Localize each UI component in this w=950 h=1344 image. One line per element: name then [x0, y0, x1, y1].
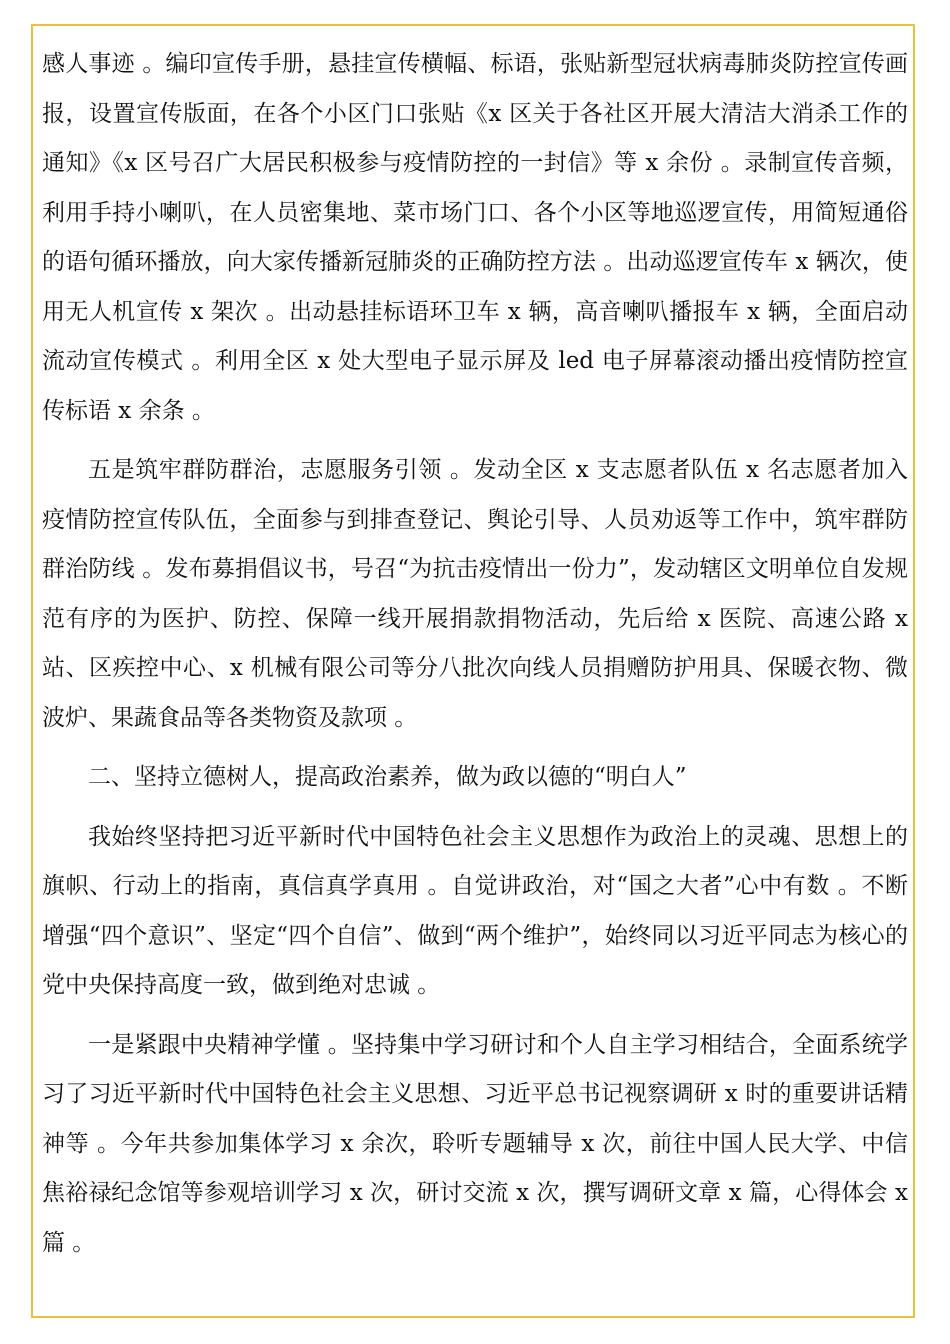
paragraph-volunteer-service: 五是筑牢群防群治，志愿服务引领 。发动全区 x 支志愿者队伍 x 名志愿者加入疫情防控宣传队伍，全面参与到排查登记、舆论引导、人员劝返等工作中，筑牢群防群治防线 。发布募捐倡议书，号召“为抗击疫情出一份力”，发动辖区文明单位自发规范有序的为医护、防控、保障一线开展捐款捐物活动，先后给 x 医院、高速公路 x 站、区疾控中心、x 机械有限公司等分八批次向线人员捐赠防护用具、保暖衣物、微波炉、果蔬食品等各类物资及款项 。	[42, 457, 908, 731]
paragraph-central-spirit-study: 一是紧跟中央精神学懂 。坚持集中学习研讨和个人自主学习相结合，全面系统学习了习近平新时代中国特色社会主义思想、习近平总书记视察调研 x 时的重要讲话精神等 。今年共参加集体学习 x 余次，聆听专题辅导 x 次，前往中国人民大学、中信焦裕禄纪念馆等参观培训学习 x 次，研讨交流 x 次，撰写调研文章 x 篇，心得体会 x 篇 。	[42, 1031, 908, 1256]
paragraph-publicity-work: 感人事迹 。编印宣传手册，悬挂宣传横幅、标语，张贴新型冠状病毒肺炎防控宣传画报，设置宣传版面，在各个小区门口张贴《x 区关于各社区开展大清洁大消杀工作的通知》《x 区号召广大居民积极参与疫情防控的一封信》等 x 余份 。录制宣传音频，利用手持小喇叭，在人员密集地、菜市场门口、各个小区等地巡逻宣传，用简短通俗的语句循环播放，向大家传播新冠肺炎的正确防控方法 。出动巡逻宣传车 x 辆次，使用无人机宣传 x 架次 。出动悬挂标语环卫车 x 辆，高音喇叭播报车 x 辆，全面启动流动宣传模式 。利用全区 x 处大型电子显示屏及 led 电子屏幕滚动播出疫情防控宣传标语 x 余条 。	[42, 51, 908, 424]
section-heading-political-quality: 二、坚持立德树人，提高政治素养，做为政以德的“明白人”	[88, 764, 687, 790]
paragraph-political-commitment: 我始终坚持把习近平新时代中国特色社会主义思想作为政治上的灵魂、思想上的旗帜、行动上的指南，真信真学真用 。自觉讲政治，对“国之大者”心中有数 。不断增强“四个意识”、坚定“四个自信”、做到“两个维护”，始终同以习近平同志为核心的党中央保持高度一致，做到绝对忠诚 。	[42, 823, 908, 998]
document-body	[42, 40, 908, 1278]
